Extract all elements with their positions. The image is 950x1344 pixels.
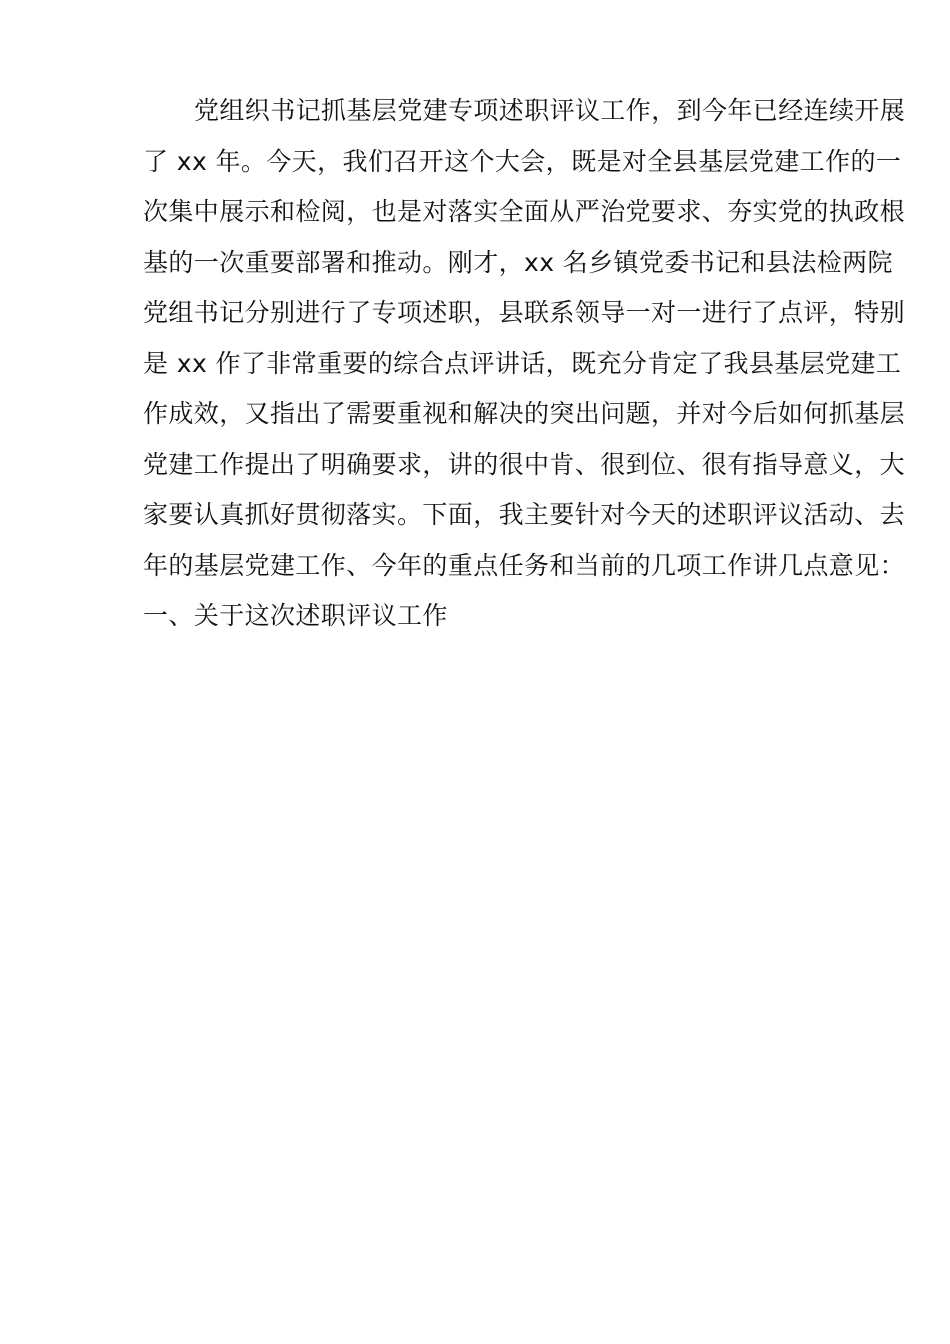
paragraph-line: 作成效，又指出了需要重视和解决的突出问题，并对今后如何抓基层 [143, 399, 906, 428]
paragraph-line: 了 xx 年。今天，我们召开这个大会，既是对全县基层党建工作的一 [143, 146, 902, 176]
paragraph-line: 基的一次重要部署和推动。刚才，xx 名乡镇党委书记和县法检两院 [143, 247, 893, 277]
paragraph-line: 年的基层党建工作、今年的重点任务和当前的几项工作讲几点意见： [143, 550, 906, 580]
paragraph-line: 党建工作提出了明确要求，讲的很中肯、很到位、很有指导意义，大 [143, 449, 906, 479]
intro-paragraph [92, 86, 906, 591]
paragraph-line: 党组织书记抓基层党建专项述职评议工作，到今年已经连续开展 [194, 96, 906, 125]
paragraph-line: 党组书记分别进行了专项述职，县联系领导一对一进行了点评，特别 [143, 298, 906, 327]
paragraph-line: 是 xx 作了非常重要的综合点评讲话，既充分肯定了我县基层党建工 [143, 348, 902, 378]
document-body [92, 86, 906, 642]
paragraph-line: 次集中展示和检阅，也是对落实全面从严治党要求、夯实党的执政根 [143, 197, 906, 226]
section-heading: 一、关于这次述职评议工作 [143, 601, 448, 630]
paragraph-line: 家要认真抓好贯彻落实。下面，我主要针对今天的述职评议活动、去 [143, 500, 906, 529]
